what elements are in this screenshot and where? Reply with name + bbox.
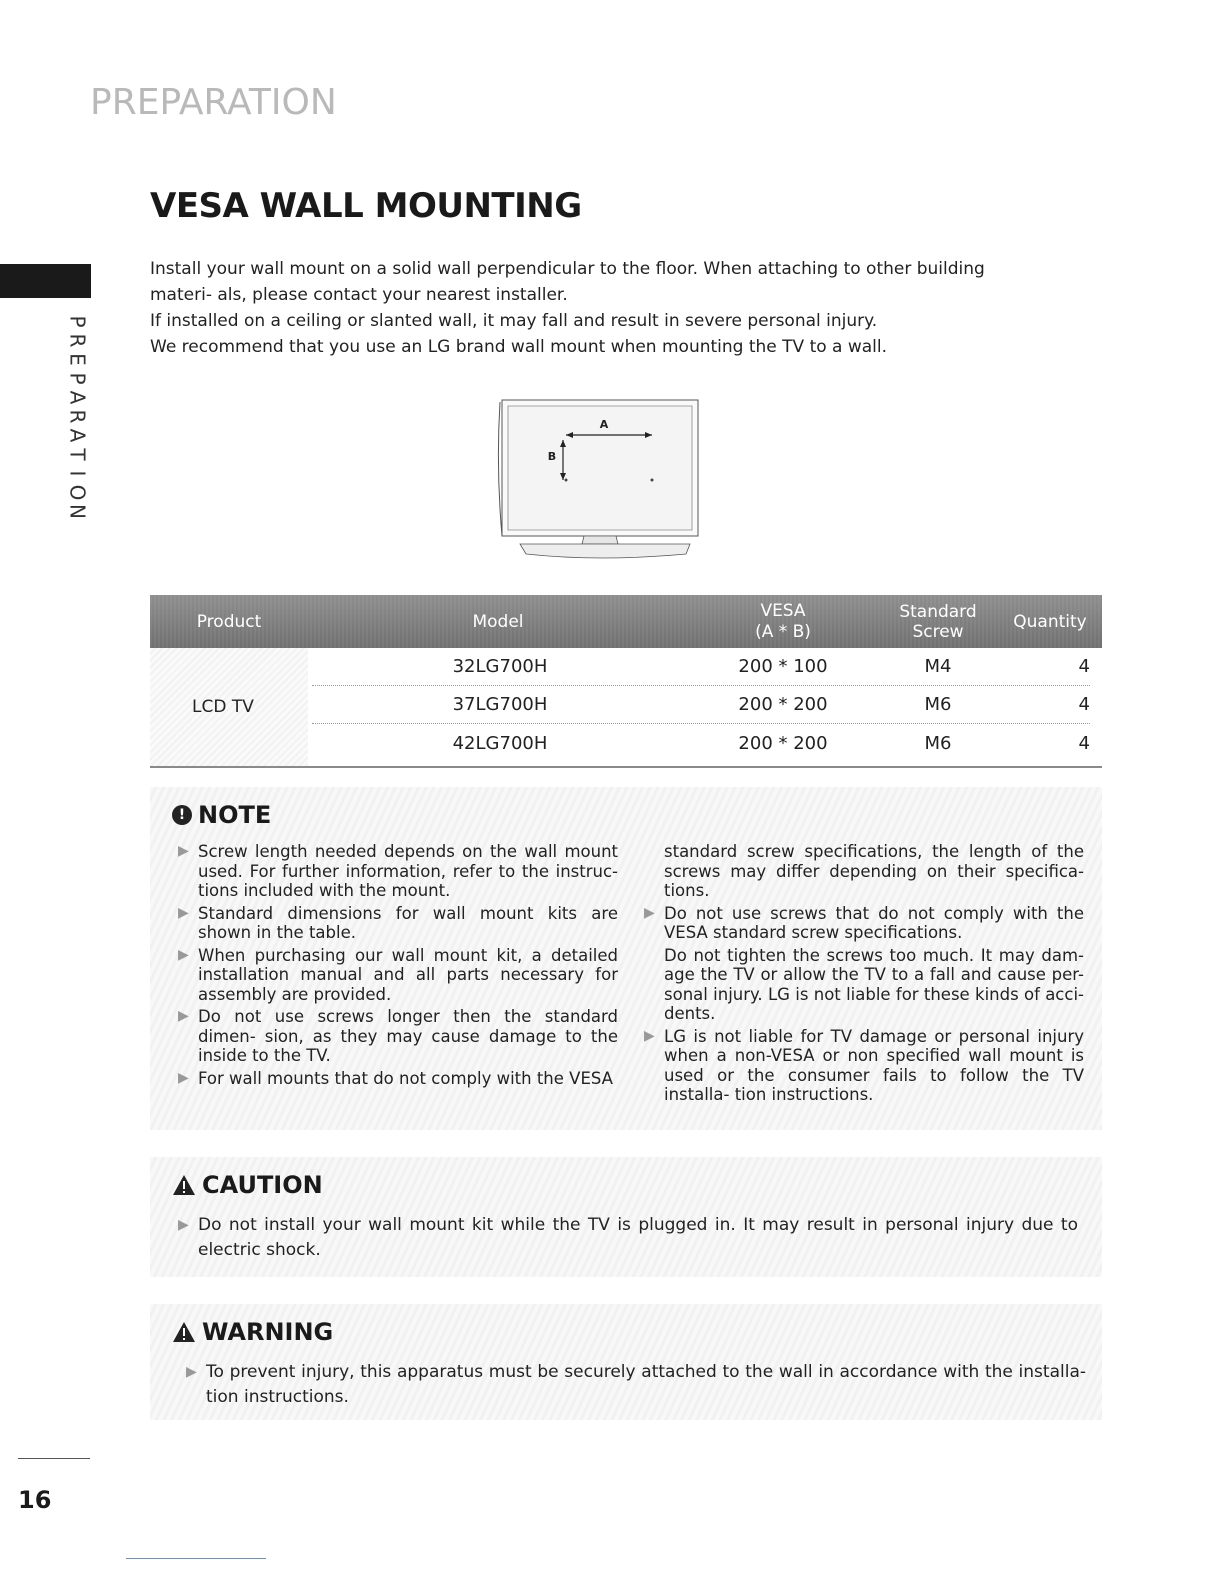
screw-cell: M6 (924, 694, 952, 715)
quantity-cell: 4 (1078, 732, 1090, 754)
vertical-label-glyph: P (65, 372, 90, 385)
table-body (150, 648, 1102, 768)
warning-box (150, 1304, 1102, 1420)
model-cell: 42LG700H (452, 732, 548, 754)
arrow-bullet-icon: ▶ (178, 843, 189, 859)
list-item-text: Do not use screws longer then the standard dimen- sion, as they may cause damage to the inside to the TV. (198, 1007, 618, 1065)
vertical-label-glyph: A (65, 428, 90, 443)
arrow-bullet-icon: ▶ (178, 1008, 189, 1024)
column-header-vesa (688, 601, 878, 643)
list-item (186, 1360, 1086, 1410)
table-row (312, 648, 1090, 686)
page-number: 16 (18, 1486, 52, 1514)
intro-paragraph: We recommend that you use an LG brand wall mount when mounting the TV to a wall. (150, 337, 888, 357)
table-row (312, 686, 1090, 724)
list-item-text: standard screw specifications, the length of the screws may differ depending on their specifica- tions. (664, 842, 1084, 900)
vertical-label-glyph: A (65, 390, 90, 405)
screw-cell: M6 (924, 732, 952, 754)
vertical-label-glyph: T (65, 448, 90, 461)
list-item-continuation (644, 842, 1084, 901)
vesa-spec-table (150, 595, 1102, 768)
bottom-divider (126, 1558, 266, 1559)
caution-heading-label: CAUTION (202, 1171, 323, 1199)
note-right-column (644, 842, 1084, 1108)
mount-hole (565, 479, 568, 482)
warning-heading (172, 1318, 333, 1346)
list-item (644, 946, 1084, 1024)
tv-stand (582, 536, 618, 544)
vesa-header-label: VESA (760, 600, 806, 621)
table-row (312, 724, 1090, 762)
arrow-bullet-icon: ▶ (186, 1364, 197, 1380)
vertical-label-glyph: P (65, 315, 90, 328)
vertical-label-glyph: E (65, 353, 90, 366)
footer-divider (18, 1458, 90, 1459)
caution-heading (172, 1171, 323, 1199)
list-item-text: Do not tighten the screws too much. It may dam- age the TV or allow the TV to a fall and cause per- sonal injury. LG is not liable for these kinds of acci- dents. (664, 945, 1084, 1023)
list-item (178, 1069, 618, 1089)
vertical-label-glyph: N (65, 504, 90, 519)
arrow-bullet-icon: ▶ (644, 1027, 655, 1044)
arrow-bullet-icon: ▶ (644, 904, 655, 921)
warning-heading-label: WARNING (202, 1318, 334, 1346)
list-item (178, 842, 618, 901)
vesa-cell: 200 * 200 (738, 694, 828, 715)
list-item-text: When purchasing our wall mount kit, a detailed installation manual and all parts necessary for assembly are provided. (198, 945, 618, 1004)
tv-base (520, 544, 690, 558)
vesa-cell: 200 * 100 (738, 656, 828, 677)
caution-text (178, 1213, 1078, 1266)
mount-hole (651, 479, 654, 482)
product-cell: LCD TV (150, 648, 308, 766)
tv-vesa-diagram (490, 394, 710, 564)
note-heading-label: NOTE (198, 801, 272, 829)
list-item-text: Screw length needed depends on the wall mount used. For further information, refer to the instruc- tions included with the mount. (198, 842, 618, 900)
vertical-label-glyph: R (65, 333, 90, 348)
info-icon: ! (172, 805, 192, 825)
list-item-text: Do not install your wall mount kit while the TV is plugged in. It may result in personal injury due to electric shock. (198, 1215, 1078, 1260)
list-item (178, 904, 618, 943)
note-left-column (178, 842, 618, 1091)
quantity-cell: 4 (1078, 656, 1090, 677)
model-cell: 37LG700H (452, 694, 548, 715)
arrow-bullet-icon: ▶ (178, 946, 189, 963)
section-tab-marker (0, 264, 91, 298)
list-item-text: Do not use screws that do not comply with the VESA standard screw specifications. (664, 903, 1084, 942)
vertical-label-glyph: I (65, 470, 90, 477)
vertical-label-glyph: R (65, 409, 90, 424)
note-box (150, 787, 1102, 1130)
column-header-screw: Standard Screw (899, 601, 977, 642)
list-item-text: For wall mounts that do not comply with the VESA (198, 1068, 613, 1088)
dimension-b-label: B (547, 450, 557, 463)
intro-paragraph: Install your wall mount on a solid wall perpendicular to the floor. When attaching to other building materi- als, please contact your nearest installer. (150, 259, 985, 305)
screw-cell: M4 (924, 656, 952, 677)
caution-triangle-icon (172, 1174, 196, 1196)
column-header-product: Product (196, 611, 262, 632)
warning-triangle-icon (172, 1321, 196, 1343)
dimension-a-label: A (599, 418, 609, 431)
list-item (178, 1213, 1078, 1263)
column-header-model: Model (472, 611, 524, 632)
list-item (178, 946, 618, 1005)
quantity-cell: 4 (1078, 694, 1090, 715)
page-title: VESA WALL MOUNTING (150, 186, 582, 226)
note-heading (172, 801, 271, 829)
list-item (178, 1007, 618, 1066)
vertical-section-label (66, 312, 90, 521)
list-item-text: LG is not liable for TV damage or personal injury when a non-VESA or non specified wall mount is used or the consumer fails to follow the TV installa- tion instructions. (664, 1026, 1084, 1104)
vesa-header-sub: (A * B) (755, 621, 811, 642)
arrow-bullet-icon: ▶ (178, 1069, 189, 1086)
list-item (644, 1027, 1084, 1105)
caution-box (150, 1157, 1102, 1277)
intro-text (150, 256, 1050, 360)
column-header-quantity: Quantity (1013, 611, 1087, 632)
table-header-row (150, 595, 1102, 648)
arrow-bullet-icon: ▶ (178, 904, 189, 921)
vertical-label-glyph: O (65, 484, 90, 501)
section-title: PREPARATION (90, 82, 337, 123)
model-cell: 32LG700H (452, 656, 548, 677)
vesa-cell: 200 * 200 (738, 732, 828, 754)
warning-text (186, 1360, 1086, 1413)
list-item-text: To prevent injury, this apparatus must be securely attached to the wall in accordance with the installa- tion instructions. (206, 1362, 1086, 1407)
tv-edge (498, 402, 502, 536)
list-item-text: Standard dimensions for wall mount kits are shown in the table. (198, 903, 618, 942)
intro-paragraph: If installed on a ceiling or slanted wall, it may fall and result in severe personal injury. (150, 311, 878, 331)
arrow-bullet-icon: ▶ (178, 1217, 189, 1233)
list-item (644, 904, 1084, 943)
